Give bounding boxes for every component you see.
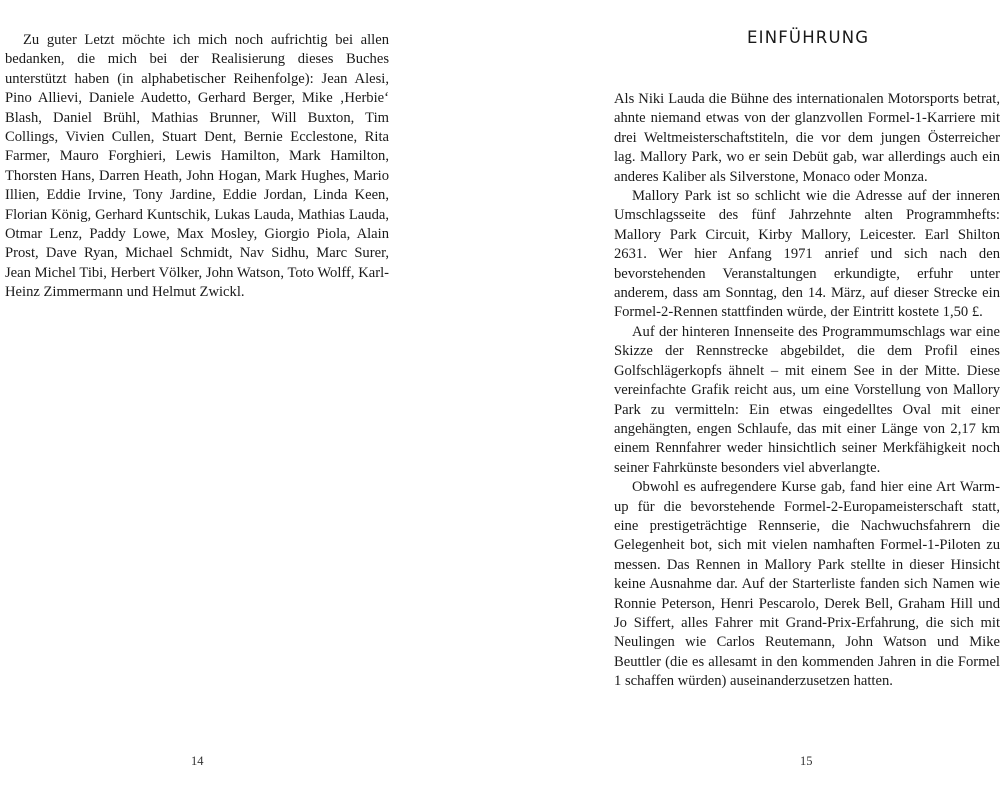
acknowledgements-text (5, 31, 389, 303)
page-number-left: 14 (191, 754, 204, 768)
intro-paragraph-2: Mallory Park ist so schlicht wie die Adresse auf der inneren Umschlagsseite des fünf Jahrzehnte alten Programmhefts: Mallory Park Circuit, Kirby Mallory, Leicester. Earl Shilton 2631. Wer hier Anfang 1971 anrief und sich nach den bevorstehenden Veranstaltungen erkundigte, erfuhr unter anderem, dass am Sonntag, den 14. März, auf dieser Strecke ein Formel-2-Rennen stattfinden würde, der Eintritt kostete 1,50 £. (614, 188, 1000, 321)
acknowledgements-paragraph: Zu guter Letzt möchte ich mich noch aufrichtig bei allen bedanken, die mich bei der Realisierung dieses Buches unterstützt haben (in alphabetischer Reihenfolge): Jean Alesi, Pino Allievi, Daniele Audetto, Gerhard Berger, Mike ‚Herbie‘ Blash, Daniel Brühl, Mathias Brunner, Will Buxton, Tim Collings, Vivien Cullen, Stuart Dent, Bernie Ecclestone, Rita Farmer, Mauro Forghieri, Lewis Hamilton, Mark Hamilton, Thorsten Hans, Darren Heath, John Hogan, Mark Hughes, Mario Illien, Eddie Irvine, Tony Jardine, Eddie Jordan, Linda Keen, Florian König, Gerhard Kuntschik, Lukas Lauda, Mathias Lauda, Otmar Lenz, Paddy Lowe, Max Mosley, Giorgio Piola, Alain Prost, Dave Ryan, Michael Schmidt, Nav Sidhu, Marc Surer, Jean Michel Tibi, Herbert Völker, John Watson, Toto Wolff, Karl-Heinz Zimmermann und Helmut Zwickl. (5, 32, 389, 301)
chapter-title: EINFÜHRUNG (747, 28, 870, 47)
page-number-right: 15 (800, 754, 813, 768)
introduction-text (614, 90, 1000, 692)
right-page (500, 0, 1000, 800)
intro-paragraph-1: Als Niki Lauda die Bühne des internationalen Motorsports betrat, ahnte niemand etwas von der glanzvollen Formel-1-Karriere mit drei Weltmeisterschaftstiteln, die vor dem jungen Österreicher lag. Mallory Park, wo er sein Debüt gab, war allerdings auch ein anderes Kaliber als Silverstone, Monaco oder Monza. (614, 91, 1000, 185)
intro-paragraph-3: Auf der hinteren Innenseite des Programmumschlags war eine Skizze der Rennstrecke abgebildet, die dem Profil eines Golfschlägerkopfs ähnelt – mit einem See in der Mitte. Diese vereinfachte Grafik reicht aus, um eine Vorstellung von Mallory Park zu vermitteln: Ein etwas eingedelltes Oval mit einer angehängten, engen Schlaufe, das mit einer Länge von 2,17 km einem Rennfahrer weder hinsichtlich seiner Merkfähigkeit noch seiner Fahrkünste besonders viel abverlangte. (614, 323, 1000, 476)
intro-paragraph-4: Obwohl es aufregendere Kurse gab, fand hier eine Art Warm-up für die bevorstehende Formel-2-Europameisterschaft statt, eine prestigeträchtige Rennserie, die Nachwuchsfahrern die Gelegenheit bot, sich mit vielen namhaften Formel-1-Piloten zu messen. Das Rennen in Mallory Park stellte in dieser Hinsicht keine Ausnahme dar. Auf der Starterliste fanden sich Namen wie Ronnie Peterson, Henri Pescarolo, Derek Bell, Graham Hill und Jo Siffert, alles Fahrer mit Grand-Prix-Erfahrung, die sich mit Neulingen wie Carlos Reutemann, John Watson und Mike Beuttler (die es allesamt in den kommenden Jahren in die Formel 1 schaffen würden) auseinanderzusetzen hatten. (614, 479, 1000, 690)
